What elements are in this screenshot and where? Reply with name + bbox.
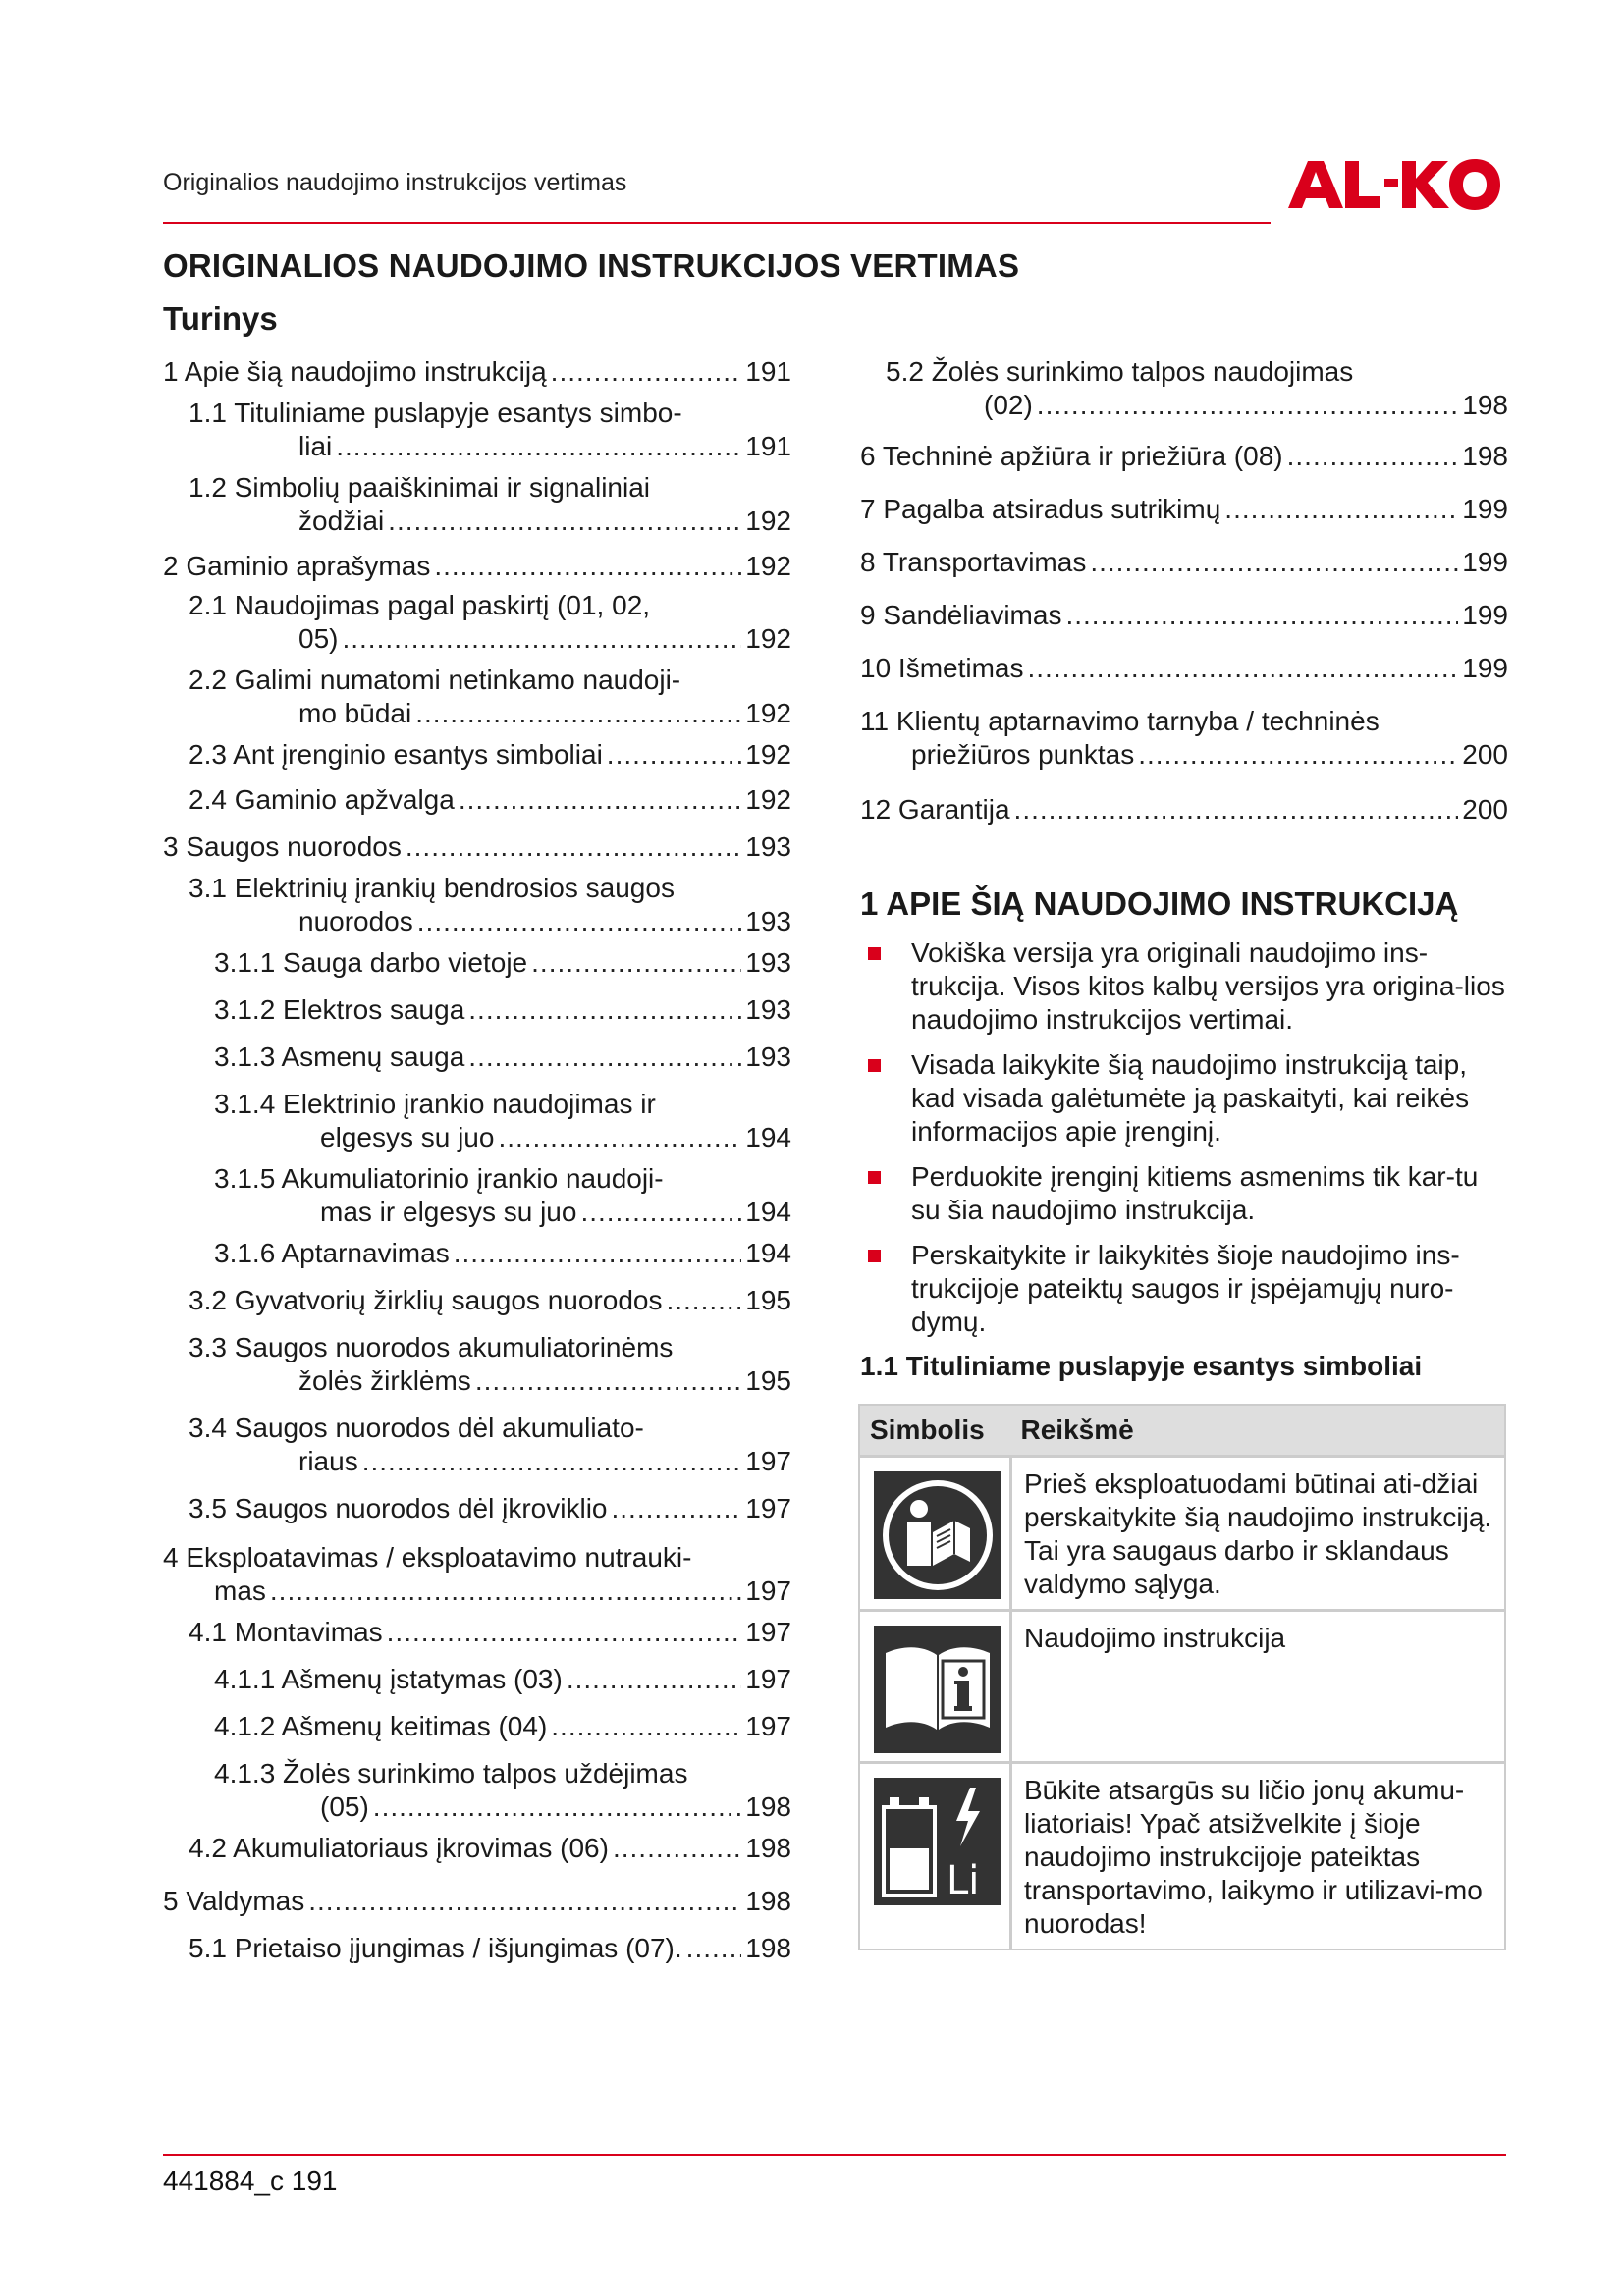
toc-entry-title: 5.1 Prietaiso įjungimas / išjungimas (07). (189, 1933, 682, 1963)
toc-entry-title: 3.1.1 Sauga darbo vietoje (214, 947, 528, 978)
toc-leader-dots (567, 1663, 741, 1696)
toc-entry-title: žodžiai (298, 506, 385, 536)
toc-leader-dots (1065, 599, 1458, 632)
toc-page-number: 193 (745, 906, 791, 936)
toc-entry-title: 7 Pagalba atsiradus sutrikimų (860, 494, 1221, 524)
toc-page-number: 192 (745, 551, 791, 581)
toc-leader-dots (498, 1121, 741, 1154)
toc-page-number: 199 (1462, 600, 1508, 630)
toc-page-number: 193 (745, 831, 791, 862)
toc-entry-title: 3.2 Gyvatvorių žirklių saugos nuorodos (189, 1285, 663, 1315)
toc-entry-title: žolės žirklėms (298, 1365, 471, 1396)
toc-page-number: 198 (745, 1886, 791, 1916)
toc-entry[interactable] (860, 355, 1508, 422)
toc-leader-dots (1224, 493, 1458, 526)
toc-leader-dots (434, 550, 741, 583)
bullet-item: Perduokite įrenginį kitiems asmenims tik kar-tu su šia naudojimo instrukcija. (860, 1160, 1508, 1227)
toc-entry[interactable] (163, 1616, 791, 1649)
section-1-1-title: 1.1 Tituliniame puslapyje esantys simboliai (860, 1351, 1423, 1381)
section-1-bullets (860, 936, 1508, 1351)
toc-page-number: 195 (745, 1285, 791, 1315)
toc-entry-title: 2.1 Naudojimas pagal paskirtį (01, 02, (189, 590, 651, 620)
toc-entry[interactable] (860, 793, 1508, 827)
toc-page-number: 199 (1462, 494, 1508, 524)
toc-leader-dots (459, 783, 741, 817)
toc-entry[interactable] (163, 1492, 791, 1525)
toc-entry[interactable] (163, 1331, 791, 1398)
toc-entry[interactable] (163, 1412, 791, 1478)
toc-leader-dots (607, 738, 741, 772)
toc-leader-dots (551, 355, 742, 389)
toc-entry[interactable] (163, 1284, 791, 1317)
toc-entry-title: 2.3 Ant įrenginio esantys simboliai (189, 739, 603, 770)
toc-leader-dots (373, 1790, 741, 1824)
toc-leader-dots (1014, 793, 1459, 827)
table-cell-meaning: Būkite atsargūs su ličio jonų akumu-liatoriais! Ypač atsižvelkite į šioje naudojimo instrukcijoje pateiktas transportavimo, laikymo ir utilizavi-mo nuorodas! (1011, 1763, 1506, 1950)
toc-heading: Turinys (163, 300, 278, 337)
toc-entry-title: 3.3 Saugos nuorodos akumuliatorinėms (189, 1332, 674, 1362)
toc-entry-title: 6 Techninė apžiūra ir priežiūra (08) (860, 441, 1283, 471)
toc-entry[interactable] (163, 1932, 791, 1965)
toc-entry[interactable] (860, 599, 1508, 632)
toc-page-number: 197 (745, 1575, 791, 1606)
toc-entry[interactable] (163, 471, 791, 538)
read-manual-icon (874, 1471, 1001, 1599)
toc-leader-dots (406, 830, 741, 864)
page-title: ORIGINALIOS NAUDOJIMO INSTRUKCIJOS VERTIMAS (163, 247, 1020, 284)
toc-leader-dots (1138, 738, 1458, 772)
toc-entry-title: liai (298, 431, 333, 461)
table-row (859, 1457, 1505, 1611)
toc-leader-dots (1090, 546, 1458, 579)
toc-entry[interactable] (163, 550, 791, 583)
toc-entry-title: mas ir elgesys su juo (320, 1197, 577, 1227)
toc-entry[interactable] (163, 830, 791, 864)
manual-info-icon (874, 1626, 1001, 1753)
toc-page-number: 193 (745, 947, 791, 978)
toc-entry-title: 8 Transportavimas (860, 547, 1087, 577)
toc-entry-title: 3 Saugos nuorodos (163, 831, 402, 862)
toc-entry-title: mas (214, 1575, 266, 1606)
toc-entry-title: priežiūros punktas (911, 739, 1135, 770)
toc-leader-dots (613, 1832, 741, 1865)
toc-page-number: 191 (745, 356, 791, 387)
toc-page-number: 192 (745, 506, 791, 536)
toc-leader-dots (686, 1932, 742, 1965)
toc-entry-title: 3.1.6 Aptarnavimas (214, 1238, 450, 1268)
toc-entry[interactable] (163, 355, 791, 389)
toc-page-number: 197 (745, 1664, 791, 1694)
toc-entry[interactable] (163, 1162, 791, 1229)
header-divider (163, 222, 1271, 224)
toc-entry-title: 1.1 Tituliniame puslapyje esantys simbo- (189, 398, 682, 428)
table-row (859, 1611, 1505, 1763)
toc-entry-title: 2.4 Gaminio apžvalga (189, 784, 455, 815)
toc-entry-title: 2 Gaminio aprašymas (163, 551, 431, 581)
toc-entry[interactable] (860, 493, 1508, 526)
toc-entry-title: 11 Klientų aptarnavimo tarnyba / techninės (860, 706, 1380, 736)
toc-entry-title: 1 Apie šią naudojimo instrukciją (163, 356, 547, 387)
toc-entry[interactable] (163, 1663, 791, 1696)
footer-page-ref: 441884_c 191 (163, 2165, 338, 2196)
toc-leader-dots (388, 505, 741, 538)
footer-divider (163, 2154, 1506, 2156)
toc-entry-title: 3.1.3 Asmenų sauga (214, 1041, 465, 1072)
toc-page-number: 193 (745, 1041, 791, 1072)
toc-entry[interactable] (163, 589, 791, 656)
toc-entry[interactable] (163, 1541, 791, 1608)
toc-leader-dots (1028, 652, 1459, 685)
toc-entry[interactable] (860, 440, 1508, 473)
toc-page-number: 192 (745, 623, 791, 654)
toc-page-number: 200 (1462, 794, 1508, 825)
toc-entry-title: 5 Valdymas (163, 1886, 305, 1916)
bullet-square-icon (868, 947, 881, 960)
toc-page-number: 197 (745, 1617, 791, 1647)
toc-left-column (163, 355, 791, 1965)
toc-entry[interactable] (163, 397, 791, 463)
toc-entry[interactable] (860, 546, 1508, 579)
toc-entry-title: 4.2 Akumuliatoriaus įkrovimas (06) (189, 1833, 609, 1863)
table-header-symbol: Simbolis (859, 1405, 1011, 1457)
toc-page-number: 198 (745, 1833, 791, 1863)
toc-page-number: 193 (745, 994, 791, 1025)
toc-leader-dots (1037, 389, 1458, 422)
toc-entry[interactable] (163, 1041, 791, 1074)
toc-leader-dots (468, 993, 741, 1027)
svg-text:Li: Li (947, 1858, 980, 1903)
table-row (859, 1763, 1505, 1950)
toc-leader-dots (454, 1237, 742, 1270)
toc-page-number: 198 (745, 1791, 791, 1822)
toc-entry-title: 3.5 Saugos nuorodos dėl įkroviklio (189, 1493, 608, 1523)
toc-leader-dots (362, 1445, 742, 1478)
table-header-meaning: Reikšmė (1011, 1405, 1506, 1457)
toc-page-number: 197 (745, 1711, 791, 1741)
toc-entry[interactable] (860, 705, 1508, 772)
toc-entry-title: 4.1.1 Ašmenų įstatymas (03) (214, 1664, 563, 1694)
header-title: Originalios naudojimo instrukcijos vertimas (163, 169, 627, 196)
section-1-title: 1 APIE ŠIĄ NAUDOJIMO INSTRUKCIJĄ (860, 885, 1459, 922)
toc-page-number: 192 (745, 698, 791, 728)
toc-entry-title: 3.1.4 Elektrinio įrankio naudojimas ir (214, 1089, 656, 1119)
toc-entry[interactable] (163, 1757, 791, 1824)
toc-entry-title: mo būdai (298, 698, 412, 728)
li-ion-battery-icon (874, 1778, 1001, 1905)
toc-entry-title: 4.1.3 Žolės surinkimo talpos uždėjimas (214, 1758, 688, 1789)
toc-page-number: 197 (745, 1493, 791, 1523)
toc-entry[interactable] (163, 783, 791, 817)
table-cell-meaning: Prieš eksploatuodami būtinai ati-džiai perskaitykite šią naudojimo instrukciją. Tai yra saugaus darbo ir sklandaus valdymo sąlyga. (1011, 1457, 1506, 1611)
bullet-item: Vokiška versija yra originali naudojimo ins-trukcija. Visos kitos kalbų versijos yra origina-lios naudojimo instrukcijos vertimai. (860, 936, 1508, 1037)
toc-entry[interactable] (163, 1832, 791, 1865)
toc-entry-title: 3.1.5 Akumuliatorinio įrankio naudoji- (214, 1163, 664, 1194)
toc-page-number: 199 (1462, 653, 1508, 683)
toc-page-number: 198 (745, 1933, 791, 1963)
toc-entry-title: (02) (984, 390, 1033, 420)
toc-leader-dots (270, 1575, 741, 1608)
bullet-square-icon (868, 1250, 881, 1262)
toc-leader-dots (387, 1616, 742, 1649)
toc-page-number: 194 (745, 1197, 791, 1227)
toc-page-number: 194 (745, 1122, 791, 1152)
table-cell-meaning: Naudojimo instrukcija (1011, 1611, 1506, 1763)
toc-entry-title: 5.2 Žolės surinkimo talpos naudojimas (886, 356, 1354, 387)
toc-entry-title: nuorodos (298, 906, 413, 936)
toc-leader-dots (475, 1364, 741, 1398)
toc-entry-title: 1.2 Simbolių paaiškinimai ir signaliniai (189, 472, 650, 503)
toc-entry-title: 05) (298, 623, 339, 654)
toc-entry-title: 3.1 Elektrinių įrankių bendrosios saugos (189, 873, 675, 903)
toc-entry[interactable] (163, 1237, 791, 1270)
toc-entry[interactable] (163, 1710, 791, 1743)
toc-leader-dots (580, 1196, 741, 1229)
toc-entry-title: 2.2 Galimi numatomi netinkamo naudoji- (189, 665, 681, 695)
toc-entry[interactable] (860, 652, 1508, 685)
toc-right-column (860, 355, 1508, 827)
toc-entry[interactable] (163, 738, 791, 772)
toc-leader-dots (417, 905, 742, 938)
toc-page-number: 194 (745, 1238, 791, 1268)
toc-entry-title: 10 Išmetimas (860, 653, 1024, 683)
toc-page-number: 191 (745, 431, 791, 461)
toc-entry-title: 4.1 Montavimas (189, 1617, 383, 1647)
toc-leader-dots (666, 1284, 741, 1317)
toc-leader-dots (342, 622, 741, 656)
toc-leader-dots (611, 1492, 741, 1525)
toc-entry-title: (05) (320, 1791, 369, 1822)
toc-leader-dots (531, 946, 741, 980)
toc-entry[interactable] (163, 872, 791, 938)
toc-leader-dots (308, 1885, 741, 1918)
toc-entry[interactable] (163, 1885, 791, 1918)
toc-entry-title: 12 Garantija (860, 794, 1010, 825)
toc-entry-title: 3.1.2 Elektros sauga (214, 994, 465, 1025)
toc-page-number: 192 (745, 739, 791, 770)
toc-page-number: 198 (1462, 441, 1508, 471)
toc-entry-title: 3.4 Saugos nuorodos dėl akumuliato- (189, 1413, 644, 1443)
alko-logo (1288, 157, 1500, 212)
bullet-square-icon (868, 1059, 881, 1072)
toc-entry-title: 4 Eksploatavimas / eksploatavimo nutrauki- (163, 1542, 692, 1573)
toc-entry[interactable] (163, 993, 791, 1027)
toc-page-number: 195 (745, 1365, 791, 1396)
toc-page-number: 199 (1462, 547, 1508, 577)
toc-leader-dots (1287, 440, 1459, 473)
bullet-item: Visada laikykite šią naudojimo instrukciją taip, kad visada galėtumėte ją paskaityti, kai reikės informacijos apie įrenginį. (860, 1048, 1508, 1148)
symbols-table (858, 1404, 1506, 1950)
toc-page-number: 192 (745, 784, 791, 815)
toc-entry[interactable] (163, 664, 791, 730)
toc-page-number: 197 (745, 1446, 791, 1476)
toc-entry[interactable] (163, 1088, 791, 1154)
bullet-item: Perskaitykite ir laikykitės šioje naudojimo ins-trukcijoje pateiktų saugos ir įspėjamųjų nuro-dymų. (860, 1239, 1508, 1339)
toc-entry-title: riaus (298, 1446, 358, 1476)
toc-page-number: 200 (1462, 739, 1508, 770)
toc-leader-dots (336, 430, 741, 463)
toc-leader-dots (551, 1710, 741, 1743)
toc-entry[interactable] (163, 946, 791, 980)
toc-entry-title: 4.1.2 Ašmenų keitimas (04) (214, 1711, 548, 1741)
bullet-square-icon (868, 1171, 881, 1184)
toc-leader-dots (415, 697, 741, 730)
toc-page-number: 198 (1462, 390, 1508, 420)
toc-entry-title: elgesys su juo (320, 1122, 495, 1152)
toc-leader-dots (468, 1041, 741, 1074)
toc-entry-title: 9 Sandėliavimas (860, 600, 1062, 630)
